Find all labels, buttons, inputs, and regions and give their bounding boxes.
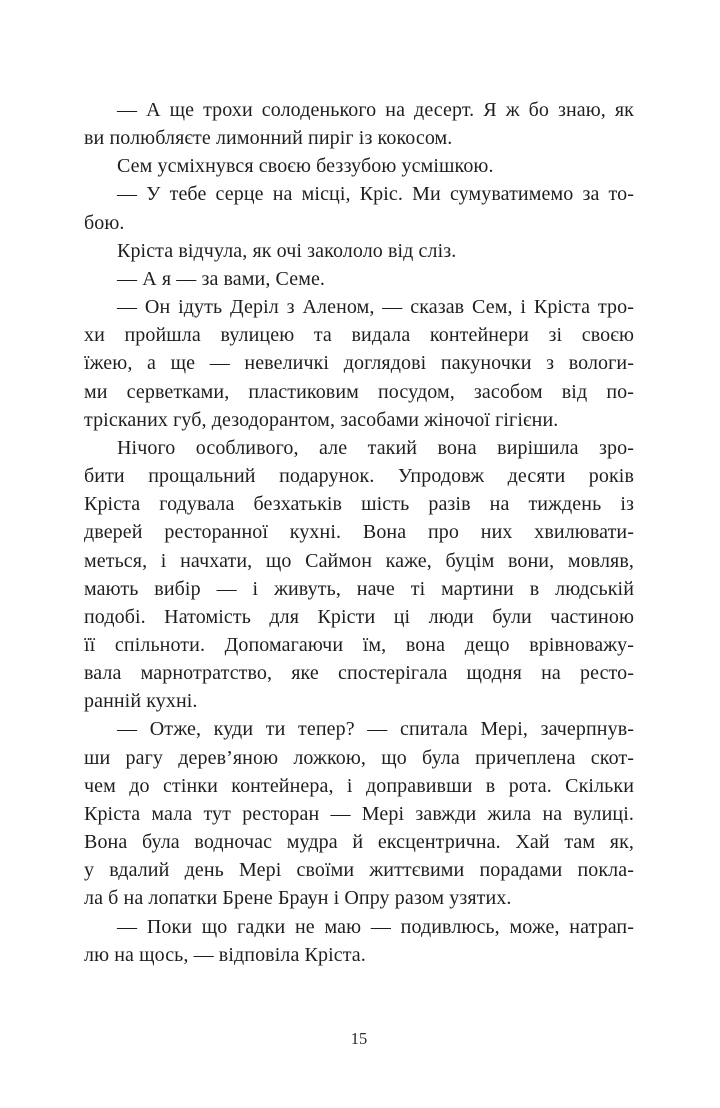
text-line: — У тебе серце на місці, Кріс. Ми сумуватимемо за то- (117, 183, 634, 206)
text-line: подобі. Натомість для Крісти ці люди були частиною (84, 605, 634, 628)
text-line: ми серветками, пластиковим посудом, засобом від по- (84, 380, 634, 403)
text-line: дверей ресторанної кухні. Вона про них хвилювати- (84, 521, 634, 544)
text-line: лю на щось, — відповіла Кріста. (84, 943, 366, 966)
book-page-text (84, 96, 634, 969)
page-number: 15 (350, 1029, 368, 1048)
text-line: вала марнотратство, яке спостерігала щодня на ресто- (84, 662, 634, 685)
text-line: бити прощальний подарунок. Упродовж десяти років (84, 465, 634, 488)
text-line: ранній кухні. (84, 690, 198, 713)
text-line: їжею, а ще — невеличкі доглядові пакуночки з вологи- (84, 352, 634, 375)
text-line: ла б на лопатки Брене Браун і Опру разом узятих. (84, 887, 512, 910)
text-line: — А я — за вами, Семе. (117, 267, 326, 290)
text-line: її спільноти. Допомагаючи їм, вона дещо врівноважу- (84, 633, 634, 656)
text-line: трісканих губ, дезодорантом, засобами жіночої гігієни. (84, 408, 559, 431)
text-line: меться, і начхати, що Саймон каже, буцім вони, мовляв, (84, 549, 634, 572)
text-line: ши рагу дерев’яною ложкою, що була причеплена скот- (84, 746, 634, 769)
text-line: Кріста відчула, як очі закололо від сліз. (117, 239, 457, 262)
text-line: Нічого особливого, але такий вона вирішила зро- (117, 436, 634, 459)
text-line: Сем усміхнувся своєю беззубою усмішкою. (117, 155, 494, 178)
text-line: ви полюбляєте лимонний пиріг із кокосом. (84, 127, 453, 150)
text-line: — Он ідуть Деріл з Аленом, — сказав Сем, і Кріста тро- (117, 296, 634, 319)
text-line: Кріста мала тут ресторан — Мері завжди жила на вулиці. (84, 802, 634, 825)
text-line: чем до стінки контейнера, і доправивши в рота. Скільки (84, 774, 634, 797)
text-line: Вона була водночас мудра й ексцентрична. Хай там як, (84, 831, 634, 854)
text-line: — А ще трохи солоденького на десерт. Я ж бо знаю, як (117, 99, 634, 121)
text-line: у вдалий день Мері своїми життєвими порадами покла- (84, 859, 634, 882)
text-line: бою. (84, 211, 125, 234)
text-line: Кріста годувала безхатьків шість разів на тиждень із (84, 493, 634, 516)
text-line: мають вибір — і живуть, наче ті мартини в людській (84, 577, 634, 600)
text-line: — Отже, куди ти тепер? — спитала Мері, зачерпнув- (117, 718, 634, 741)
text-line: — Поки що гадки не маю — подивлюсь, може, натрап- (117, 915, 634, 938)
text-line: хи пройшла вулицею та видала контейнери зі своєю (84, 324, 634, 347)
